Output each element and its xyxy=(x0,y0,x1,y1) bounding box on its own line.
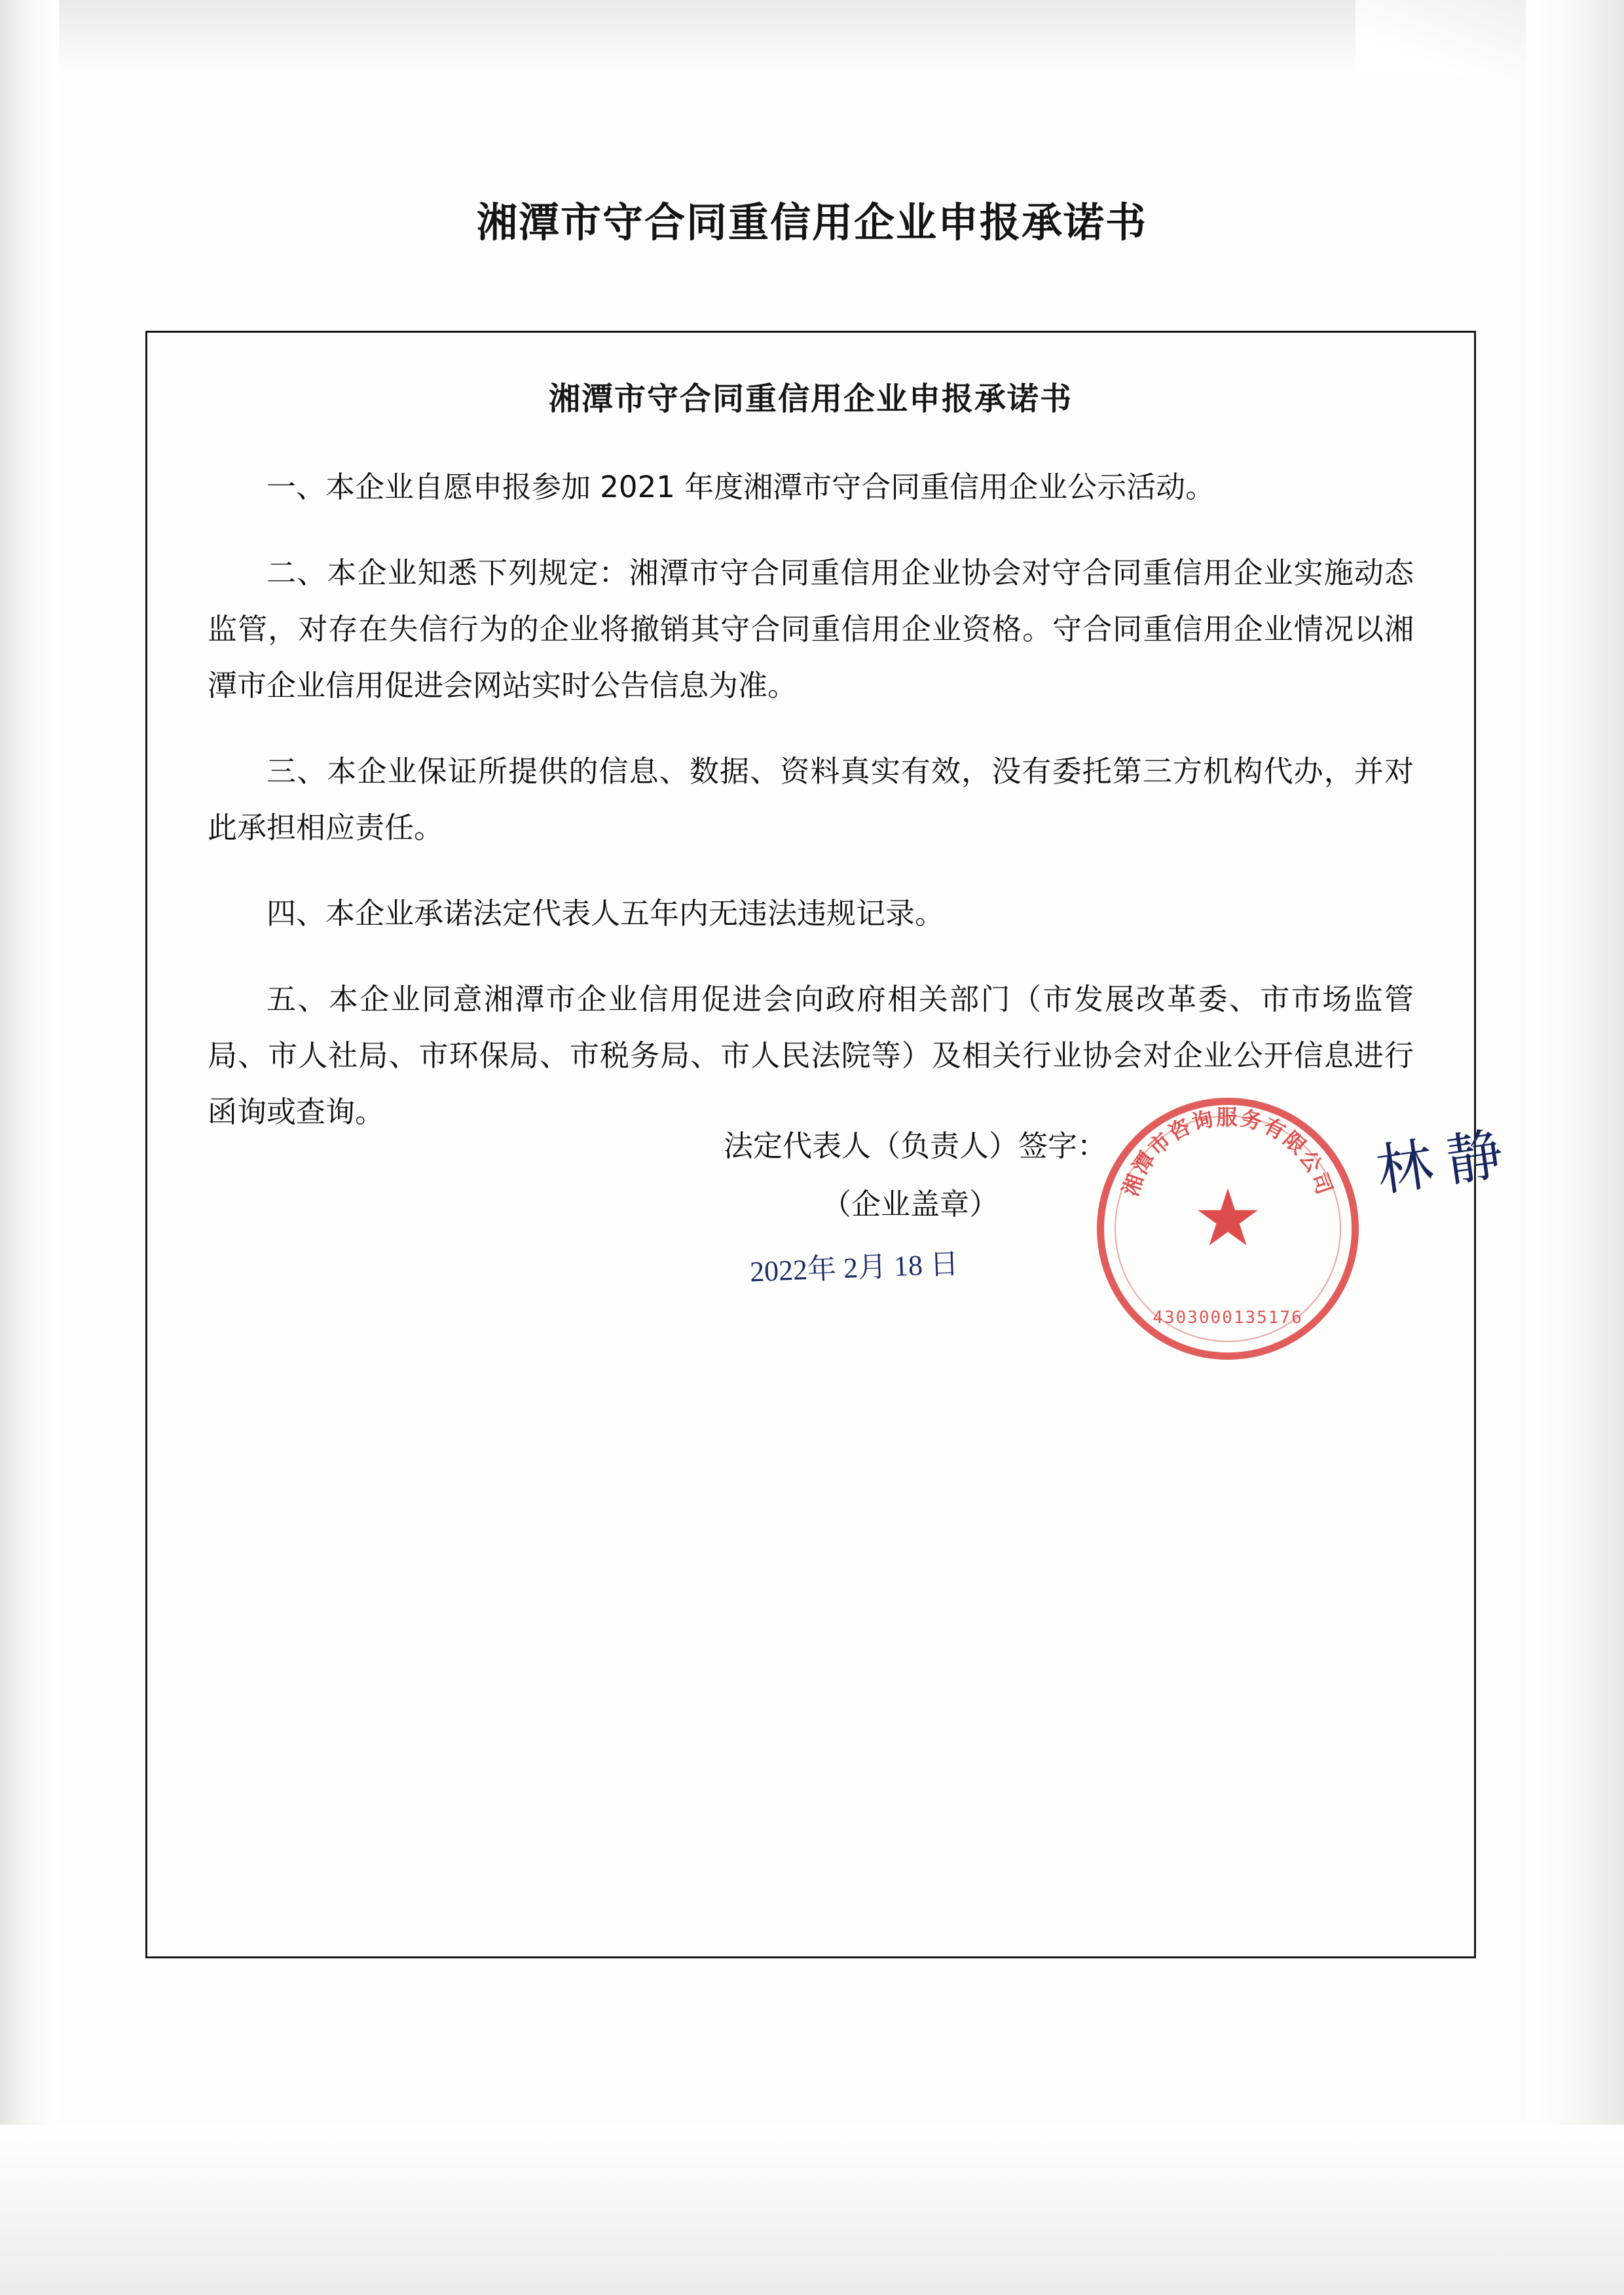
document-inner-title: 湘潭市守合同重信用企业申报承诺书 xyxy=(548,381,1073,417)
paragraph-2: 二、本企业知悉下列规定：湘潭市守合同重信用企业协会对守合同重信用企业实施动态监管，对存在失信行为的企业将撤销其守合同重信用企业资格。守合同重信用企业情况以湘潭市企业信用促进会网站实时公告信息为准。 xyxy=(208,555,1414,703)
seal-registration-code: 4303000135176 xyxy=(1153,1308,1303,1328)
scan-shading-left xyxy=(0,0,59,2295)
paragraph-4: 四、本企业承诺法定代表人五年内无违法违规记录。 xyxy=(267,896,945,931)
paragraph-5: 五、本企业同意湘潭市企业信用促进会向政府相关部门（市发展改革委、市市场监管局、市人社局、市环保局、市税务局、市人民法院等）及相关行业协会对企业公开信息进行函询或查询。 xyxy=(208,982,1414,1129)
scan-shading-top xyxy=(0,0,1624,79)
company-seal-label: （企业盖章） xyxy=(822,1187,999,1222)
paragraph-3: 三、本企业保证所提供的信息、数据、资料真实有效，没有委托第三方机构代办，并对此承担相应责任。 xyxy=(208,754,1414,845)
handwritten-signature: 林 静 xyxy=(1373,1123,1507,1203)
seal-star-icon: ★ xyxy=(1192,1174,1263,1262)
scan-shading-right xyxy=(1526,0,1624,2295)
seal-company-name: 湘潭市咨询服务有限公司 xyxy=(1118,1105,1338,1200)
document-border-frame xyxy=(145,331,1507,1958)
document-header-title: 湘潭市守合同重信用企业申报承诺书 xyxy=(476,198,1147,246)
scan-shading-bottom xyxy=(0,2125,1624,2295)
document-body xyxy=(208,459,1414,1140)
legal-representative-signature-label: 法定代表人（负责人）签字： xyxy=(724,1129,1107,1163)
page-corner-fold xyxy=(1356,0,1526,79)
paragraph-1: 一、本企业自愿申报参加 2021 年度湘潭市守合同重信用企业公示活动。 xyxy=(267,470,1215,504)
signature-date: 2022年 2月 18 日 xyxy=(749,1248,959,1288)
signature-block xyxy=(724,1122,1418,1291)
